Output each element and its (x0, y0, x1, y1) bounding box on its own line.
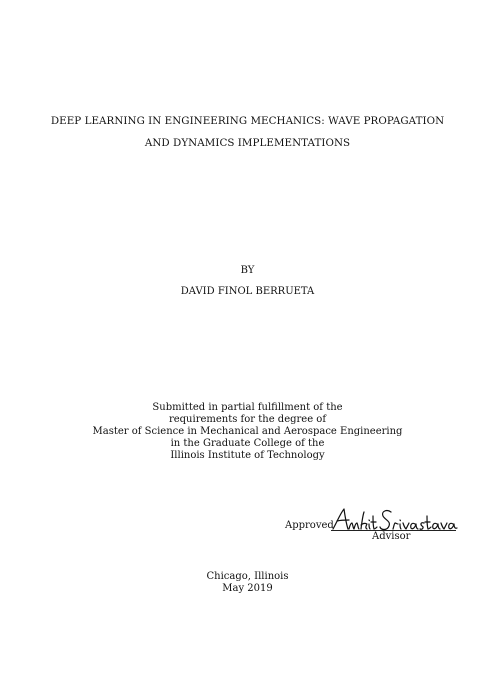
author-name: DAVID FINOL BERRUETA (180, 286, 315, 297)
approval-block (285, 506, 485, 546)
submission-line-4: in the Graduate College of the (170, 438, 325, 449)
submission-line-3: Master of Science in Mechanical and Aerospace Engineering (92, 426, 403, 437)
by-label: BY (240, 265, 255, 276)
submission-date: May 2019 (222, 583, 273, 594)
submission-line-5: Illinois Institute of Technology (170, 450, 325, 461)
approved-label: Approved (285, 520, 334, 531)
advisor-label: Advisor (372, 531, 411, 542)
submission-line-2: requirements for the degree of (168, 414, 327, 425)
thesis-title-line-2: AND DYNAMICS IMPLEMENTATIONS (144, 137, 351, 149)
location: Chicago, Illinois (206, 571, 289, 582)
submission-line-1: Submitted in partial fulfillment of the (152, 402, 343, 413)
thesis-title-line-1: DEEP LEARNING IN ENGINEERING MECHANICS: WAVE PROPAGATION (50, 115, 445, 127)
